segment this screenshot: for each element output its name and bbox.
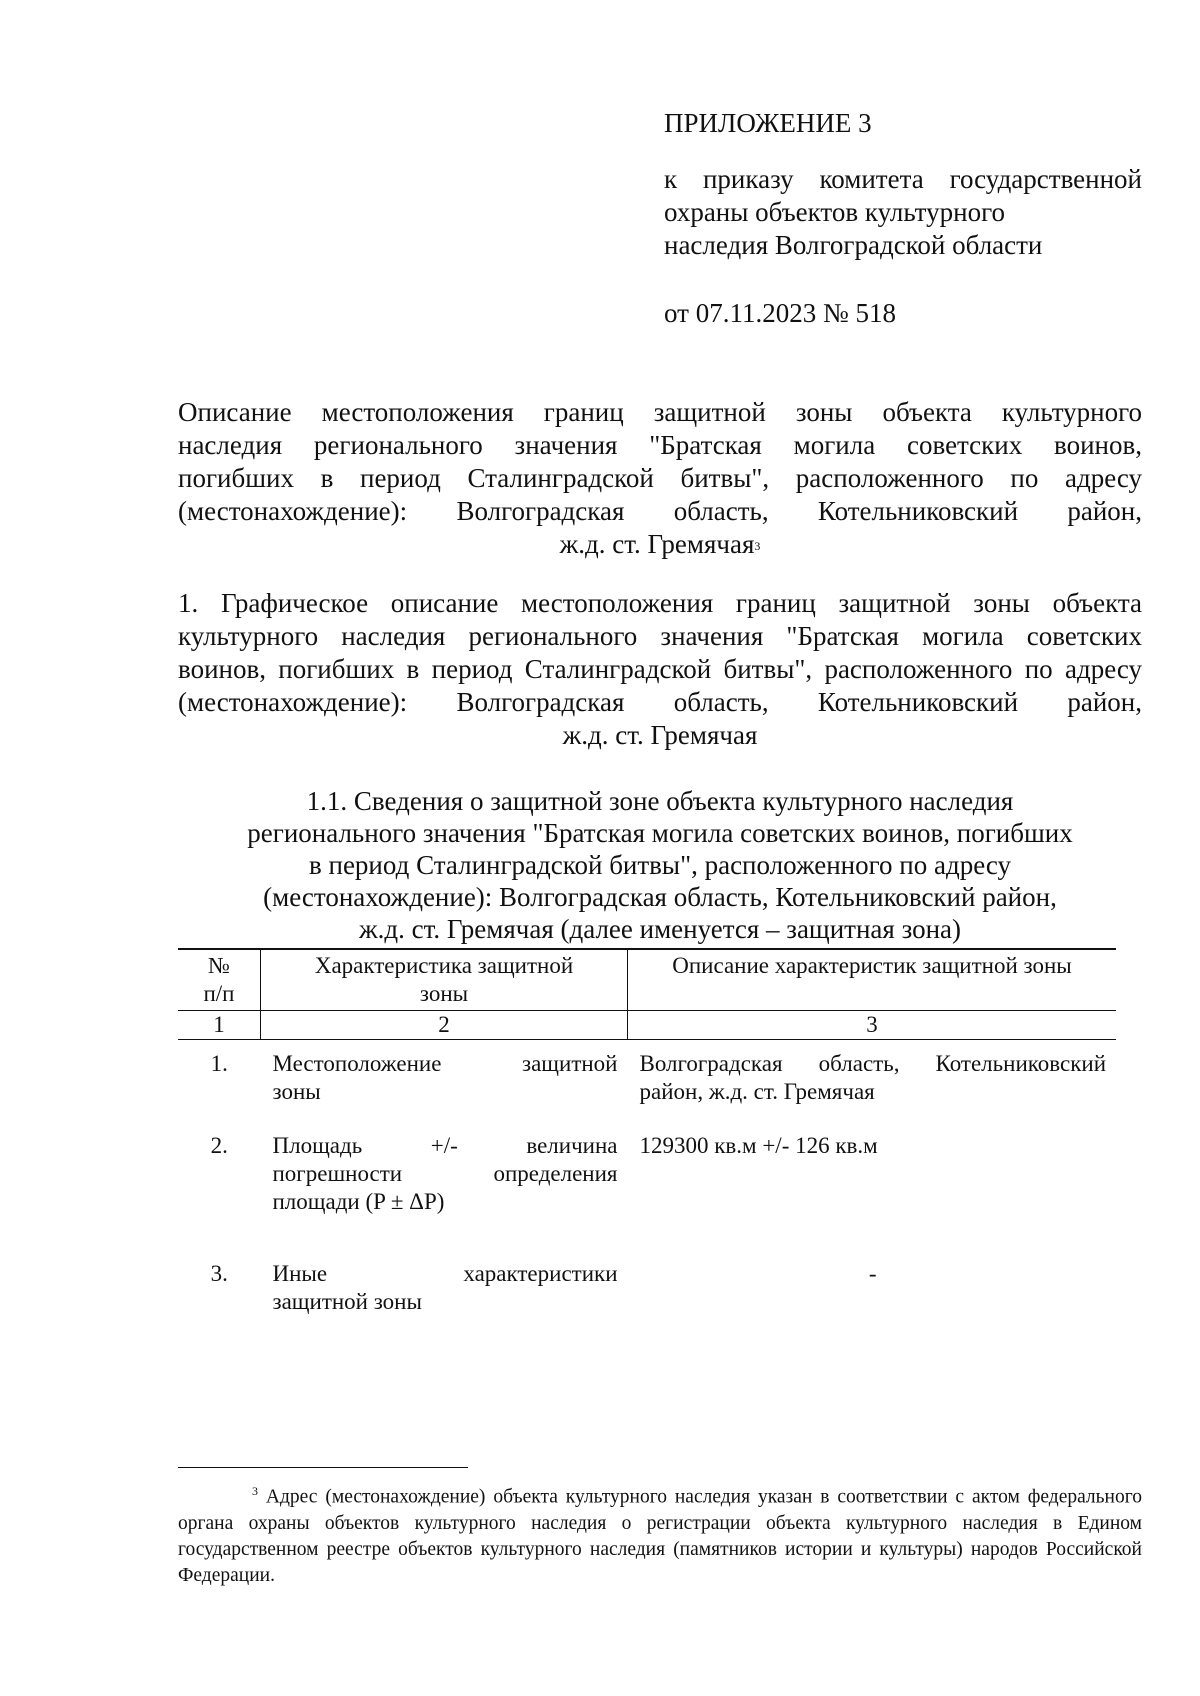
characteristic-line: защитной зоны: [272, 1289, 422, 1314]
row-characteristic: [261, 1122, 628, 1250]
appendix-reference-line: к приказу комитета государственной: [664, 164, 1142, 194]
section-1-line: ж.д. ст. Гремячая: [562, 720, 758, 750]
footnote-separator: [178, 1467, 468, 1468]
description-title-line: погибших в период Сталинградской битвы", расположенного по адресу: [178, 463, 1142, 493]
table-row: [178, 1040, 1116, 1123]
subsection-line: регионального значения "Братская могила советских воинов, погибших: [247, 818, 1073, 848]
footnote-line: [178, 1478, 1142, 1511]
characteristic-line: погрешности определения: [272, 1161, 618, 1186]
column-number: 3: [628, 1011, 1117, 1040]
row-description: [628, 1040, 1117, 1123]
order-date-number: от 07.11.2023 № 518: [664, 298, 896, 328]
subsection-1-1-heading: [178, 785, 1142, 945]
header-number: [178, 949, 261, 1011]
row-characteristic: [261, 1040, 628, 1123]
description-title-line: Описание местоположения границ защитной зоны объекта культурного: [178, 397, 1142, 427]
description-title-last-line: [178, 528, 1142, 561]
column-number: 1: [178, 1011, 261, 1040]
table-row: [178, 1122, 1116, 1250]
row-description: [628, 1250, 1117, 1330]
section-1-line: культурного наследия регионального значения "Братская могила советских: [178, 621, 1142, 651]
description-line: район, ж.д. ст. Гремячая: [639, 1079, 875, 1104]
description-line: -: [868, 1261, 877, 1286]
appendix-reference: [664, 163, 1142, 262]
row-number: 3.: [210, 1261, 228, 1286]
column-number: 2: [261, 1011, 628, 1040]
section-1-heading: [178, 587, 1142, 752]
characteristic-line: Местоположение защитной: [272, 1051, 618, 1076]
table-row: [178, 1250, 1116, 1330]
table-header-row: [178, 949, 1116, 1011]
header-characteristic-line: зоны: [419, 981, 469, 1006]
header-number-line: №: [208, 953, 230, 978]
row-number: 2.: [210, 1133, 228, 1158]
characteristic-line: Площадь +/- величина: [272, 1133, 618, 1158]
row-characteristic: [261, 1250, 628, 1330]
subsection-line: 1.1. Сведения о защитной зоне объекта культурного наследия: [306, 786, 1014, 816]
characteristic-line: площади (P ± ΔP): [272, 1189, 445, 1214]
subsection-line: в период Сталинградской битвы", расположенного по адресу: [309, 850, 1011, 880]
subsection-line: (местонахождение): Волгоградская область, Котельниковский район,: [263, 882, 1057, 912]
description-title-line: наследия регионального значения "Братская могила советских воинов,: [178, 430, 1142, 460]
characteristic-line: зоны: [272, 1079, 321, 1104]
description-line: 129300 кв.м +/- 126 кв.м: [639, 1133, 878, 1158]
footnote: [178, 1478, 1142, 1589]
description-title: [178, 396, 1142, 561]
header-number-line: п/п: [203, 981, 235, 1006]
footnote-text: Адрес (местонахождение) объекта культурного наследия указан в соответствии с актом федерального: [265, 1486, 1142, 1508]
header-description: Описание характеристик защитной зоны: [628, 949, 1117, 1011]
footnote-reference-mark: 3: [754, 539, 761, 553]
section-1-line: воинов, погибших в период Сталинградской битвы", расположенного по адресу: [178, 654, 1142, 684]
footnote-line: государственном реестре объектов культурного наследия (памятников истории и культуры) народов Российской: [178, 1538, 1142, 1560]
characteristic-line: Иные характеристики: [272, 1261, 618, 1286]
section-1-line: (местонахождение): Волгоградская область, Котельниковский район,: [178, 687, 1142, 717]
description-title-line: (местонахождение): Волгоградская область, Котельниковский район,: [178, 496, 1142, 526]
section-1-line: 1. Графическое описание местоположения границ защитной зоны объекта: [178, 588, 1142, 618]
row-description: [628, 1122, 1117, 1250]
appendix-reference-line: охраны объектов культурного: [664, 197, 1005, 227]
table-column-numbers-row: [178, 1011, 1116, 1040]
description-line: Волгоградская область, Котельниковский: [639, 1051, 1106, 1076]
footnote-line: Федерации.: [178, 1564, 275, 1586]
appendix-title: ПРИЛОЖЕНИЕ 3: [664, 108, 872, 138]
footnote-mark: 3: [252, 1484, 258, 1498]
row-number: 1.: [210, 1051, 228, 1076]
protective-zone-table: [178, 948, 1116, 1330]
header-characteristic-line: Характеристика защитной: [314, 953, 574, 978]
appendix-reference-line: наследия Волгоградской области: [664, 230, 1043, 260]
header-characteristic: [261, 949, 628, 1011]
subsection-line: ж.д. ст. Гремячая (далее именуется – защитная зона): [358, 914, 961, 944]
description-title-line: ж.д. ст. Гремячая: [559, 529, 755, 559]
footnote-line: органа охраны объектов культурного наследия о регистрации объекта культурного наследия в Едином: [178, 1512, 1142, 1534]
